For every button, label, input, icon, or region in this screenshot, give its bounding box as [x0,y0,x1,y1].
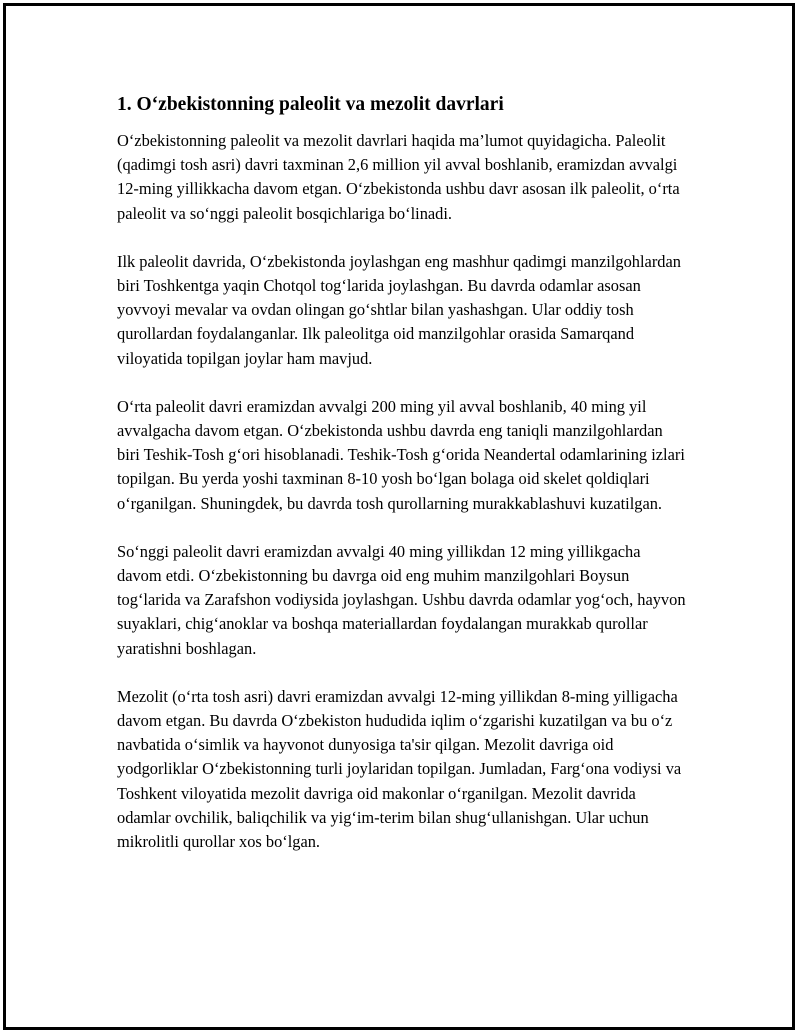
paragraph-late-paleolithic: So‘nggi paleolit davri eramizdan avvalgi 40 ming yillikdan 12 ming yillikgacha davom etdi. O‘zbekistonning bu davrga oid eng muhim manzilgohlari Boysun tog‘larida va Zarafshon vodiysida joylashgan. Ushbu davrda odamlar yog‘och, hayvon suyaklari, chig‘anoklar va boshqa materiallardan foydalangan murakkab qurollar yaratishni boshlagan. [117,541,686,658]
paragraph-intro: O‘zbekistonning paleolit va mezolit davrlari haqida ma’lumot quyidagicha. Paleolit (qadimgi tosh asri) davri taxminan 2,6 million yil avval boshlanib, eramizdan avvalgi 12-ming yillikkacha davom etgan. O‘zbekistonda ushbu davr asosan ilk paleolit, o‘rta paleolit va so‘nggi paleolit bosqichlariga bo‘linadi. [117,131,680,223]
paragraph-middle-paleolithic: O‘rta paleolit davri eramizdan avvalgi 200 ming yil avval boshlanib, 40 ming yil avvalgacha davom etgan. O‘zbekistonda ushbu davrda eng taniqli manzilgohlardan biri Teshik-Tosh g‘ori hisoblanadi. Teshik-Tosh g‘orida Neandertal odamlarining izlari topilgan. Bu yerda yoshi taxminan 8-10 yosh bo‘lgan bolaga oid skelet qoldiqlari o‘rganilgan. Shuningdek, bu davrda tosh qurollarning murakkablashuvi kuzatilgan. [117,396,685,513]
section-heading: 1. O‘zbekistonning paleolit va mezolit davrlari [117,94,504,115]
document-body [117,93,687,854]
paragraph-early-paleolithic: Ilk paleolit davrida, O‘zbekistonda joylashgan eng mashhur qadimgi manzilgohlardan biri Toshkentga yaqin Chotqol tog‘larida joylashgan. Bu davrda odamlar asosan yovvoyi mevalar va ovdan olingan go‘shtlar bilan yashashgan. Ular oddiy tosh qurollardan foydalanganlar. Ilk paleolitga oid manzilgohlar orasida Samarqand viloyatida topilgan joylar ham mavjud. [117,251,681,368]
paragraph-mesolithic: Mezolit (o‘rta tosh asri) davri eramizdan avvalgi 12-ming yillikdan 8-ming yilligacha davom etgan. Bu davrda O‘zbekiston hududida iqlim o‘zgarishi kuzatilgan va bu o‘z navbatida o‘simlik va hayvonot dunyosiga ta'sir qilgan. Mezolit davriga oid yodgorliklar O‘zbekistonning turli joylaridan topilgan. Jumladan, Farg‘ona vodiysi va Toshkent viloyatida mezolit davriga oid makonlar o‘rganilgan. Mezolit davrida odamlar ovchilik, baliqchilik va yig‘im-terim bilan shug‘ullanishgan. Ular uchun mikrolitli qurollar xos bo‘lgan. [117,686,682,852]
